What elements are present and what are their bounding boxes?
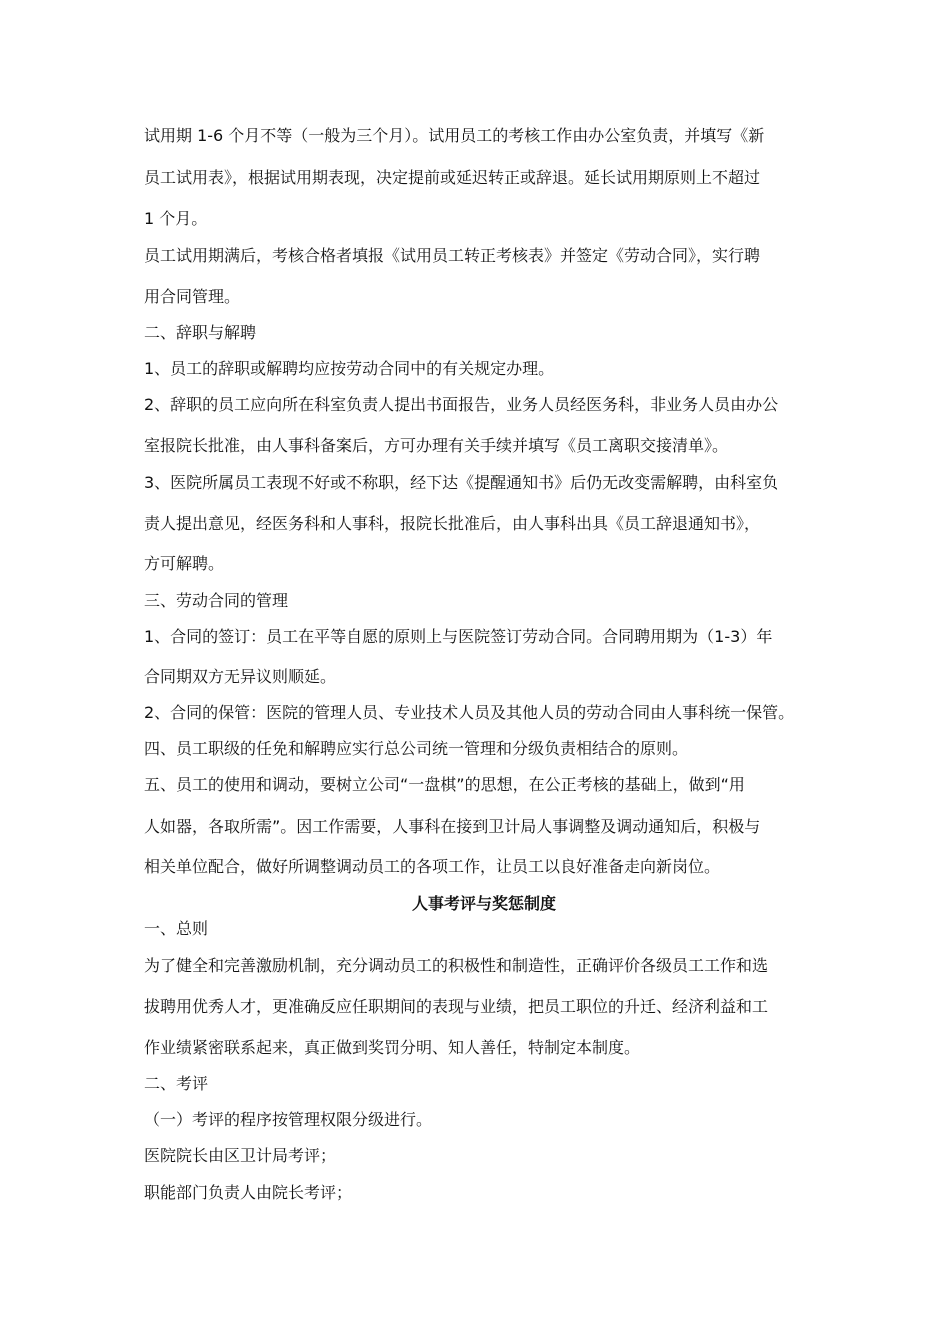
text-line: 医院院长由区卫计局考评；	[144, 1146, 337, 1165]
text-line: 2、合同的保管：医院的管理人员、专业技术人员及其他人员的劳动合同由人事科统一保管。	[144, 703, 795, 722]
text-line: 用合同管理。	[144, 287, 241, 306]
text-line: 1、员工的辞职或解聘均应按劳动合同中的有关规定办理。	[144, 359, 555, 378]
text-line: 为了健全和完善激励机制，充分调动员工的积极性和制造性，正确评价各级员工工作和选	[144, 956, 769, 975]
text-line: 3、医院所属员工表现不好或不称职，经下达《提醒通知书》后仍无改变需解聘，由科室负	[144, 473, 779, 492]
text-line: 员工试用表》，根据试用期表现，决定提前或延迟转正或辞退。延长试用期原则上不超过	[144, 168, 761, 187]
text-line: 职能部门负责人由院长考评；	[144, 1183, 353, 1202]
text-line: 试用期 1-6 个月不等（一般为三个月）。试用员工的考核工作由办公室负责，并填写《新	[144, 126, 765, 145]
text-line: 室报院长批准，由人事科备案后，方可办理有关手续并填写《员工离职交接清单》。	[144, 436, 729, 455]
text-line: 拔聘用优秀人才，更准确反应任职期间的表现与业绩，把员工职位的升迁、经济利益和工	[144, 997, 769, 1016]
text-line: 作业绩紧密联系起来，真正做到奖罚分明、知人善任，特制定本制度。	[144, 1038, 641, 1057]
text-line: （一）考评的程序按管理权限分级进行。	[144, 1110, 433, 1129]
text-line: 四、员工职级的任免和解聘应实行总公司统一管理和分级负责相结合的原则。	[144, 739, 689, 758]
section-title: 人事考评与奖惩制度	[411, 894, 556, 913]
text-line: 2、辞职的员工应向所在科室负责人提出书面报告，业务人员经医务科，非业务人员由办公	[144, 395, 779, 414]
text-line: 三、劳动合同的管理	[144, 591, 289, 610]
text-line: 一、总则	[144, 919, 209, 938]
text-line: 二、考评	[144, 1074, 209, 1093]
text-line: 二、辞职与解聘	[144, 323, 257, 342]
text-line: 合同期双方无异议则顺延。	[144, 667, 337, 686]
text-line: 人如器，各取所需”。因工作需要，人事科在接到卫计局人事调整及调动通知后，积极与	[144, 817, 761, 836]
text-line: 1 个月。	[144, 209, 208, 228]
text-line: 1、合同的签订：员工在平等自愿的原则上与医院签订劳动合同。合同聘用期为（1-3）年	[144, 627, 773, 646]
text-line: 员工试用期满后，考核合格者填报《试用员工转正考核表》并签定《劳动合同》，实行聘	[144, 246, 761, 265]
text-line: 方可解聘。	[144, 554, 225, 573]
text-line: 责人提出意见，经医务科和人事科，报院长批准后，由人事科出具《员工辞退通知书》，	[144, 514, 761, 533]
text-line: 五、员工的使用和调动，要树立公司“一盘棋”的思想，在公正考核的基础上，做到“用	[144, 775, 745, 794]
text-line: 相关单位配合，做好所调整调动员工的各项工作，让员工以良好准备走向新岗位。	[144, 857, 721, 876]
